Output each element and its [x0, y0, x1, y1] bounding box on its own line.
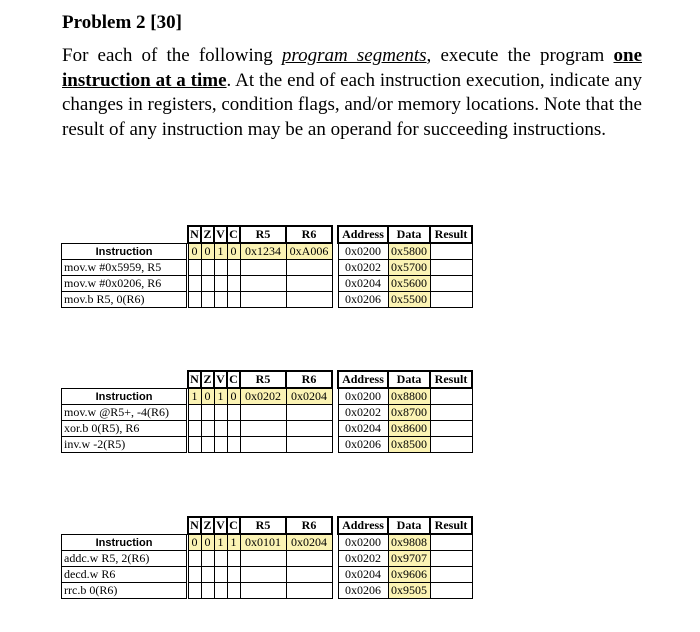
- instruction-table-1: [61, 243, 187, 308]
- answer-cell: [214, 437, 227, 453]
- result-cell: [430, 405, 472, 421]
- c-flag-initial: 1: [227, 534, 240, 551]
- answer-cell: [240, 583, 286, 599]
- c-flag-header: C: [227, 517, 240, 534]
- v-flag-initial: 1: [214, 388, 227, 405]
- memory-data: 0x8600: [388, 421, 430, 437]
- n-flag-initial: 1: [188, 388, 201, 405]
- memory-address: 0x0202: [338, 260, 388, 276]
- r6-header: R6: [286, 517, 332, 534]
- instruction-table-2: [61, 388, 187, 453]
- r5-header: R5: [240, 226, 286, 243]
- result-header: Result: [430, 226, 472, 243]
- instruction-3-3: rrc.b 0(R6): [62, 583, 187, 599]
- answer-cell: [214, 292, 227, 308]
- answer-cell: [214, 260, 227, 276]
- v-flag-initial: 1: [214, 243, 227, 260]
- register-table-2: [187, 370, 333, 453]
- instruction-2-1: mov.w @R5+, -4(R6): [62, 405, 187, 421]
- instruction-2-2: xor.b 0(R5), R6: [62, 421, 187, 437]
- c-flag-header: C: [227, 226, 240, 243]
- answer-cell: [240, 567, 286, 583]
- address-header: Address: [338, 517, 388, 534]
- v-flag-header: V: [214, 517, 227, 534]
- r6-header: R6: [286, 226, 332, 243]
- answer-cell: [188, 276, 201, 292]
- n-flag-header: N: [188, 517, 201, 534]
- register-table-3: [187, 516, 333, 599]
- answer-cell: [227, 437, 240, 453]
- memory-address: 0x0200: [338, 388, 388, 405]
- memory-address: 0x0206: [338, 583, 388, 599]
- answer-cell: [227, 567, 240, 583]
- memory-data: 0x8500: [388, 437, 430, 453]
- answer-cell: [214, 551, 227, 567]
- intro-emphasis-program-segments: program segments: [281, 45, 427, 66]
- r5-initial: 0x1234: [240, 243, 286, 260]
- instruction-header: Instruction: [62, 244, 187, 260]
- memory-data: 0x8800: [388, 388, 430, 405]
- answer-cell: [286, 421, 332, 437]
- instruction-3-1: addc.w R5, 2(R6): [62, 551, 187, 567]
- memory-table-3: [337, 516, 473, 599]
- answer-cell: [214, 421, 227, 437]
- z-flag-initial: 0: [201, 388, 214, 405]
- z-flag-header: Z: [201, 517, 214, 534]
- instruction-1-2: mov.w #0x0206, R6: [62, 276, 187, 292]
- memory-data: 0x9606: [388, 567, 430, 583]
- z-flag-initial: 0: [201, 534, 214, 551]
- result-cell: [430, 583, 472, 599]
- answer-cell: [286, 567, 332, 583]
- instruction-3-2: decd.w R6: [62, 567, 187, 583]
- memory-address: 0x0202: [338, 405, 388, 421]
- answer-cell: [227, 551, 240, 567]
- memory-address: 0x0206: [338, 292, 388, 308]
- answer-cell: [188, 437, 201, 453]
- instruction-table-3: [61, 534, 187, 599]
- answer-cell: [214, 405, 227, 421]
- r5-header: R5: [240, 517, 286, 534]
- memory-address: 0x0200: [338, 534, 388, 551]
- z-flag-header: Z: [201, 371, 214, 388]
- intro-emphasis-one-instruction: one instruction at a time: [62, 45, 642, 91]
- r6-header: R6: [286, 371, 332, 388]
- answer-cell: [201, 405, 214, 421]
- answer-cell: [201, 437, 214, 453]
- n-flag-header: N: [188, 226, 201, 243]
- memory-address: 0x0200: [338, 243, 388, 260]
- result-cell: [430, 421, 472, 437]
- r5-initial: 0x0101: [240, 534, 286, 551]
- result-cell: [430, 567, 472, 583]
- r5-initial: 0x0202: [240, 388, 286, 405]
- z-flag-header: Z: [201, 226, 214, 243]
- result-header: Result: [430, 517, 472, 534]
- intro-text-3: . At the end of each instruction execution, indicate any changes in registers, condition flags, and/or memory locations. Note that the result of any instruction may be an operand for succeeding instructions.: [62, 69, 642, 140]
- answer-cell: [240, 437, 286, 453]
- address-header: Address: [338, 226, 388, 243]
- answer-cell: [201, 421, 214, 437]
- answer-cell: [214, 583, 227, 599]
- answer-cell: [188, 421, 201, 437]
- intro-text-2: , execute the program: [426, 45, 614, 66]
- answer-cell: [286, 260, 332, 276]
- answer-cell: [227, 292, 240, 308]
- answer-cell: [227, 405, 240, 421]
- c-flag-initial: 0: [227, 388, 240, 405]
- result-cell: [430, 437, 472, 453]
- answer-cell: [201, 567, 214, 583]
- answer-cell: [286, 551, 332, 567]
- answer-cell: [188, 551, 201, 567]
- result-cell: [430, 276, 472, 292]
- memory-data: 0x9707: [388, 551, 430, 567]
- answer-cell: [227, 276, 240, 292]
- memory-data: 0x9808: [388, 534, 430, 551]
- data-header: Data: [388, 517, 430, 534]
- answer-cell: [286, 276, 332, 292]
- instruction-2-3: inv.w -2(R5): [62, 437, 187, 453]
- register-table-1: [187, 225, 333, 308]
- answer-cell: [188, 405, 201, 421]
- v-flag-initial: 1: [214, 534, 227, 551]
- memory-data: 0x5800: [388, 243, 430, 260]
- n-flag-initial: 0: [188, 243, 201, 260]
- memory-data: 0x9505: [388, 583, 430, 599]
- memory-table-1: [337, 225, 473, 308]
- answer-cell: [201, 551, 214, 567]
- answer-cell: [201, 276, 214, 292]
- r6-initial: 0xA006: [286, 243, 332, 260]
- n-flag-initial: 0: [188, 534, 201, 551]
- answer-cell: [188, 567, 201, 583]
- answer-cell: [286, 292, 332, 308]
- answer-cell: [227, 260, 240, 276]
- address-header: Address: [338, 371, 388, 388]
- answer-cell: [201, 292, 214, 308]
- memory-table-2: [337, 370, 473, 453]
- answer-cell: [188, 260, 201, 276]
- v-flag-header: V: [214, 226, 227, 243]
- problem-instructions: [62, 44, 642, 142]
- memory-data: 0x5700: [388, 260, 430, 276]
- memory-data: 0x5500: [388, 292, 430, 308]
- c-flag-initial: 0: [227, 243, 240, 260]
- answer-cell: [240, 405, 286, 421]
- answer-cell: [286, 583, 332, 599]
- memory-data: 0x8700: [388, 405, 430, 421]
- program-segment-1: [0, 225, 700, 325]
- result-cell: [430, 388, 472, 405]
- answer-cell: [227, 583, 240, 599]
- instruction-1-3: mov.b R5, 0(R6): [62, 292, 187, 308]
- intro-text-1: For each of the following: [62, 45, 282, 66]
- result-cell: [430, 551, 472, 567]
- r6-initial: 0x0204: [286, 388, 332, 405]
- result-cell: [430, 243, 472, 260]
- program-segment-2: [0, 370, 700, 470]
- answer-cell: [201, 260, 214, 276]
- program-segment-3: [0, 516, 700, 616]
- answer-cell: [227, 421, 240, 437]
- data-header: Data: [388, 371, 430, 388]
- result-cell: [430, 292, 472, 308]
- answer-cell: [286, 437, 332, 453]
- memory-address: 0x0206: [338, 437, 388, 453]
- memory-address: 0x0204: [338, 276, 388, 292]
- n-flag-header: N: [188, 371, 201, 388]
- answer-cell: [214, 276, 227, 292]
- instruction-header: Instruction: [62, 389, 187, 405]
- answer-cell: [286, 405, 332, 421]
- answer-cell: [214, 567, 227, 583]
- instruction-header: Instruction: [62, 535, 187, 551]
- result-cell: [430, 260, 472, 276]
- answer-cell: [188, 292, 201, 308]
- answer-cell: [240, 421, 286, 437]
- result-cell: [430, 534, 472, 551]
- r5-header: R5: [240, 371, 286, 388]
- z-flag-initial: 0: [201, 243, 214, 260]
- problem-title: Problem 2 [30]: [62, 12, 182, 33]
- answer-cell: [240, 551, 286, 567]
- data-header: Data: [388, 226, 430, 243]
- memory-address: 0x0204: [338, 567, 388, 583]
- memory-address: 0x0202: [338, 551, 388, 567]
- answer-cell: [240, 260, 286, 276]
- v-flag-header: V: [214, 371, 227, 388]
- result-header: Result: [430, 371, 472, 388]
- answer-cell: [188, 583, 201, 599]
- r6-initial: 0x0204: [286, 534, 332, 551]
- memory-data: 0x5600: [388, 276, 430, 292]
- answer-cell: [240, 292, 286, 308]
- answer-cell: [240, 276, 286, 292]
- answer-cell: [201, 583, 214, 599]
- instruction-1-1: mov.w #0x5959, R5: [62, 260, 187, 276]
- memory-address: 0x0204: [338, 421, 388, 437]
- c-flag-header: C: [227, 371, 240, 388]
